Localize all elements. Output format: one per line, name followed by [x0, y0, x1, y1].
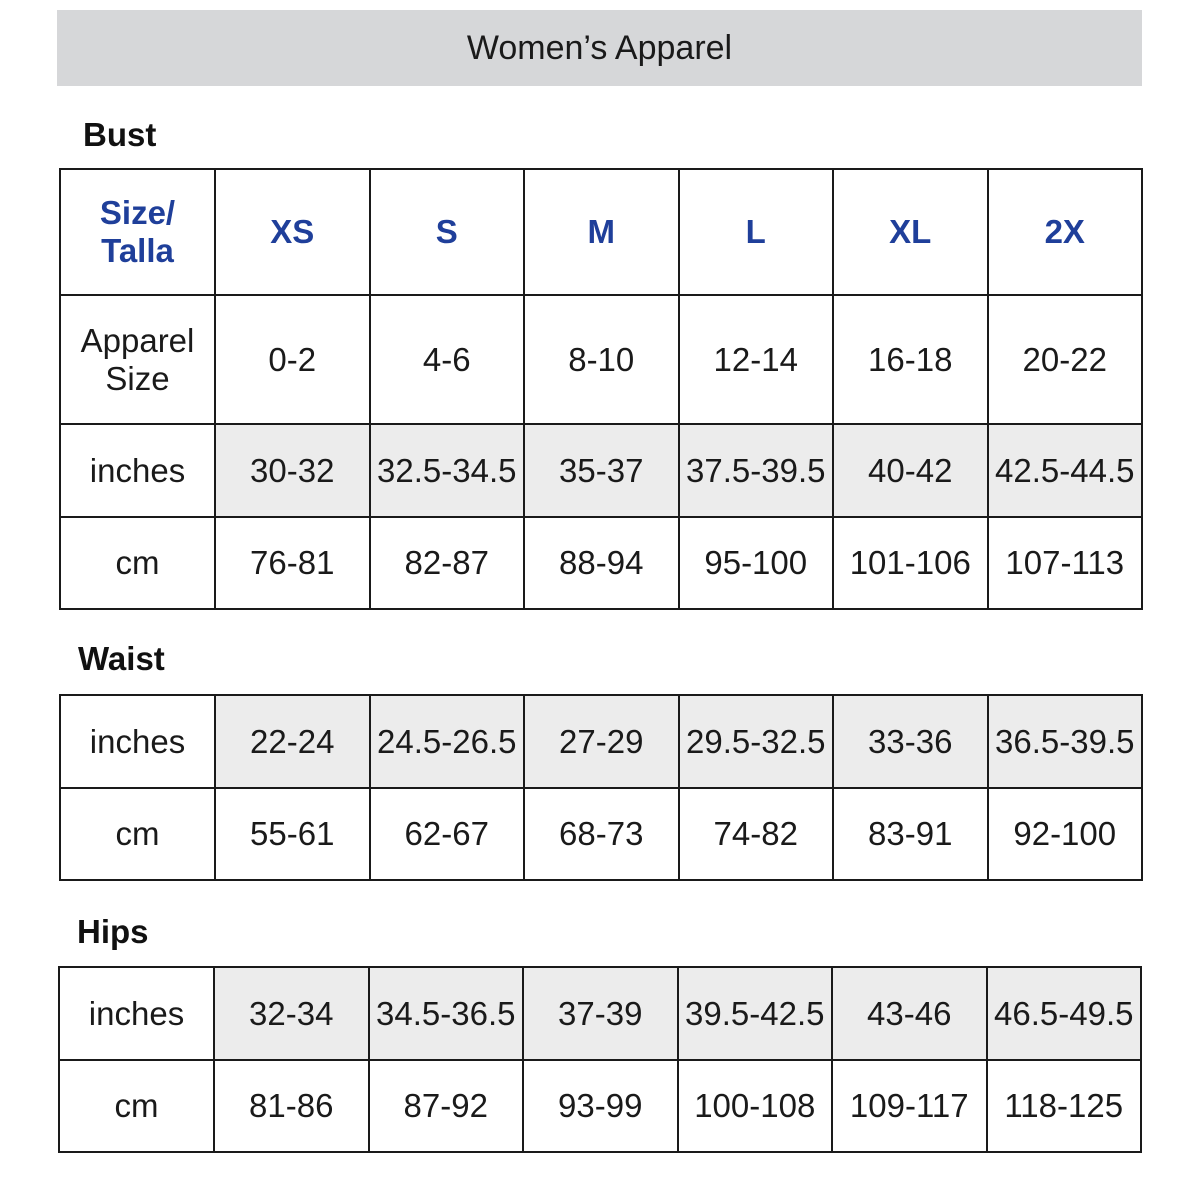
table-cell: 16-18: [833, 295, 988, 424]
table-cell: 82-87: [370, 517, 525, 609]
inches-label: inches: [60, 424, 215, 517]
table-cell: 27-29: [524, 695, 679, 788]
size-col-xs: XS: [215, 169, 370, 295]
inches-label: inches: [59, 967, 214, 1060]
table-cell: 118-125: [987, 1060, 1142, 1152]
table-cell: 68-73: [524, 788, 679, 880]
table-cell: 33-36: [833, 695, 988, 788]
waist-inches-row: [60, 695, 1142, 788]
size-col-2x: 2X: [988, 169, 1143, 295]
table-cell: 62-67: [370, 788, 525, 880]
table-cell: 95-100: [679, 517, 834, 609]
size-col-s: S: [370, 169, 525, 295]
table-cell: 4-6: [370, 295, 525, 424]
table-cell: 34.5-36.5: [369, 967, 524, 1060]
bust-cm-row: [60, 517, 1142, 609]
table-cell: 101-106: [833, 517, 988, 609]
hips-cm-row: [59, 1060, 1141, 1152]
table-cell: 40-42: [833, 424, 988, 517]
size-col-m: M: [524, 169, 679, 295]
inches-label: inches: [60, 695, 215, 788]
size-label-cell: Size/ Talla: [60, 169, 215, 295]
page-title: [57, 10, 1142, 86]
cm-label: cm: [60, 788, 215, 880]
apparel-size-row: [60, 295, 1142, 424]
size-col-l: L: [679, 169, 834, 295]
table-cell: 36.5-39.5: [988, 695, 1143, 788]
table-cell: 35-37: [524, 424, 679, 517]
table-cell: 46.5-49.5: [987, 967, 1142, 1060]
size-col-xl: XL: [833, 169, 988, 295]
table-cell: 92-100: [988, 788, 1143, 880]
table-cell: 32-34: [214, 967, 369, 1060]
table-cell: 109-117: [832, 1060, 987, 1152]
hips-inches-row: [59, 967, 1141, 1060]
hips-heading: Hips: [77, 913, 149, 950]
table-cell: 39.5-42.5: [678, 967, 833, 1060]
table-cell: 12-14: [679, 295, 834, 424]
table-cell: 83-91: [833, 788, 988, 880]
table-cell: 81-86: [214, 1060, 369, 1152]
hips-table: [58, 966, 1142, 1153]
bust-table: [59, 168, 1143, 610]
table-cell: 22-24: [215, 695, 370, 788]
table-cell: 37-39: [523, 967, 678, 1060]
table-cell: 20-22: [988, 295, 1143, 424]
table-cell: 24.5-26.5: [370, 695, 525, 788]
apparel-size-label: Apparel Size: [60, 295, 215, 424]
table-cell: 76-81: [215, 517, 370, 609]
bust-inches-row: [60, 424, 1142, 517]
table-cell: 29.5-32.5: [679, 695, 834, 788]
table-cell: 0-2: [215, 295, 370, 424]
bust-heading: Bust: [83, 116, 157, 153]
table-cell: 88-94: [524, 517, 679, 609]
table-cell: 8-10: [524, 295, 679, 424]
waist-table: [59, 694, 1143, 881]
table-cell: 93-99: [523, 1060, 678, 1152]
size-header-row: [60, 169, 1142, 295]
table-cell: 74-82: [679, 788, 834, 880]
table-cell: 87-92: [369, 1060, 524, 1152]
table-cell: 100-108: [678, 1060, 833, 1152]
table-cell: 42.5-44.5: [988, 424, 1143, 517]
table-cell: 37.5-39.5: [679, 424, 834, 517]
table-cell: 43-46: [832, 967, 987, 1060]
cm-label: cm: [60, 517, 215, 609]
cm-label: cm: [59, 1060, 214, 1152]
page-title-text: Women’s Apparel: [466, 28, 733, 67]
waist-cm-row: [60, 788, 1142, 880]
table-cell: 107-113: [988, 517, 1143, 609]
table-cell: 55-61: [215, 788, 370, 880]
table-cell: 32.5-34.5: [370, 424, 525, 517]
table-cell: 30-32: [215, 424, 370, 517]
waist-heading: Waist: [78, 640, 165, 677]
